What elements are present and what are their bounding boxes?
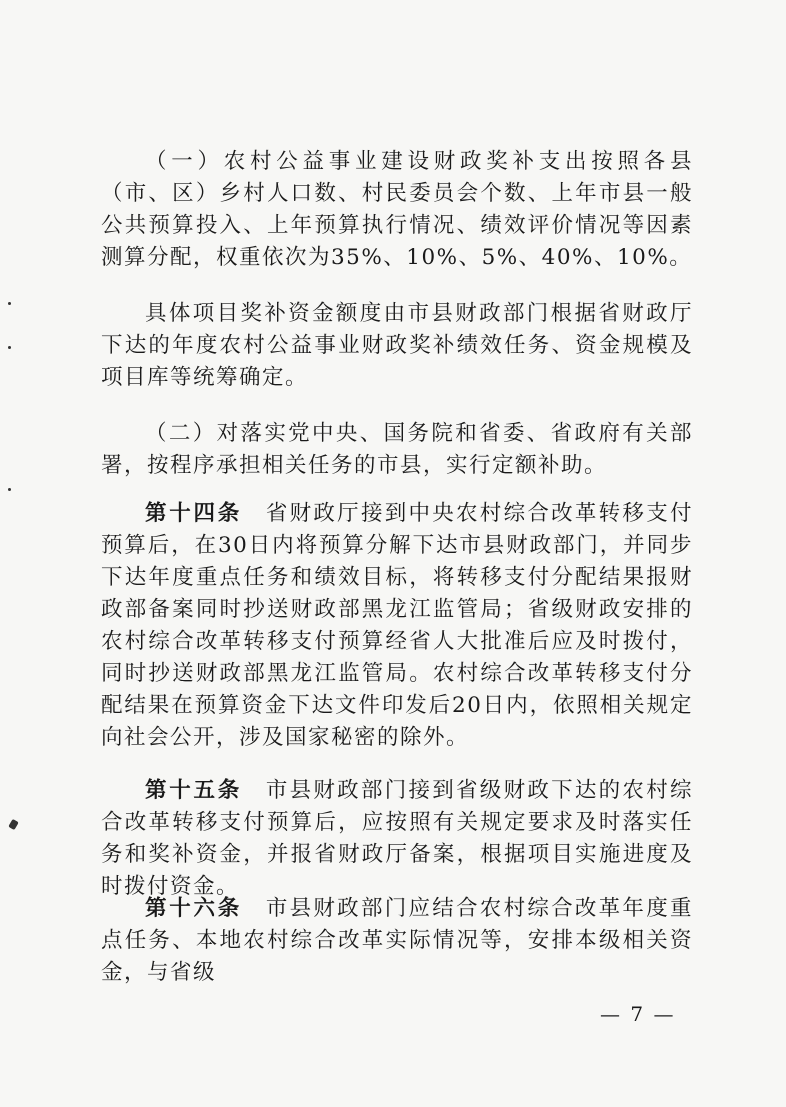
- article-14-heading: 第十四条: [145, 501, 243, 526]
- article-16-body: 市县财政部门应结合农村综合改革年度重点任务、本地农村综合改革实际情况等，安排本级相关资金，与省级: [101, 896, 693, 985]
- article-15-heading: 第十五条: [145, 778, 243, 803]
- scan-speck: [8, 488, 11, 491]
- page-number: — 7 —: [600, 1002, 676, 1026]
- article-14: [101, 498, 693, 754]
- scan-speck: [8, 302, 11, 305]
- scan-mark: [8, 819, 19, 830]
- article-16-heading: 第十六条: [145, 896, 243, 921]
- article-16: [101, 893, 693, 989]
- paragraph-project-amount: 具体项目奖补资金额度由市县财政部门根据省财政厅下达的年度农村公益事业财政奖补绩效任务、资金规模及项目库等统筹确定。: [101, 301, 693, 390]
- scan-speck: [8, 346, 11, 349]
- article-14-body: 省财政厅接到中央农村综合改革转移支付预算后，在30日内将预算分解下达市县财政部门，并同步下达年度重点任务和绩效目标，将转移支付分配结果报财政部备案同时抄送财政部黑龙江监管局；省级财政安排的农村综合改革转移支付预算经省人大批准后应及时拨付，同时抄送财政部黑龙江监管局。农村综合改革转移支付分配结果在预算资金下达文件印发后20日内，依照相关规定向社会公开，涉及国家秘密的除外。: [101, 501, 693, 750]
- paragraph-fixed-subsidy: （二）对落实党中央、国务院和省委、省政府有关部署，按程序承担相关任务的市县，实行定额补助。: [101, 421, 693, 478]
- article-15-body: 市县财政部门接到省级财政下达的农村综合改革转移支付预算后，应按照有关规定要求及时落实任务和奖补资金，并报省财政厅备案，根据项目实施进度及时拨付资金。: [101, 778, 693, 899]
- paragraph-allocation-factors: （一）农村公益事业建设财政奖补支出按照各县（市、区）乡村人口数、村民委员会个数、上年市县一般公共预算投入、上年预算执行情况、绩效评价情况等因素测算分配，权重依次为35%、10%、5%、40%、10%。: [101, 149, 693, 270]
- article-15: [101, 775, 693, 903]
